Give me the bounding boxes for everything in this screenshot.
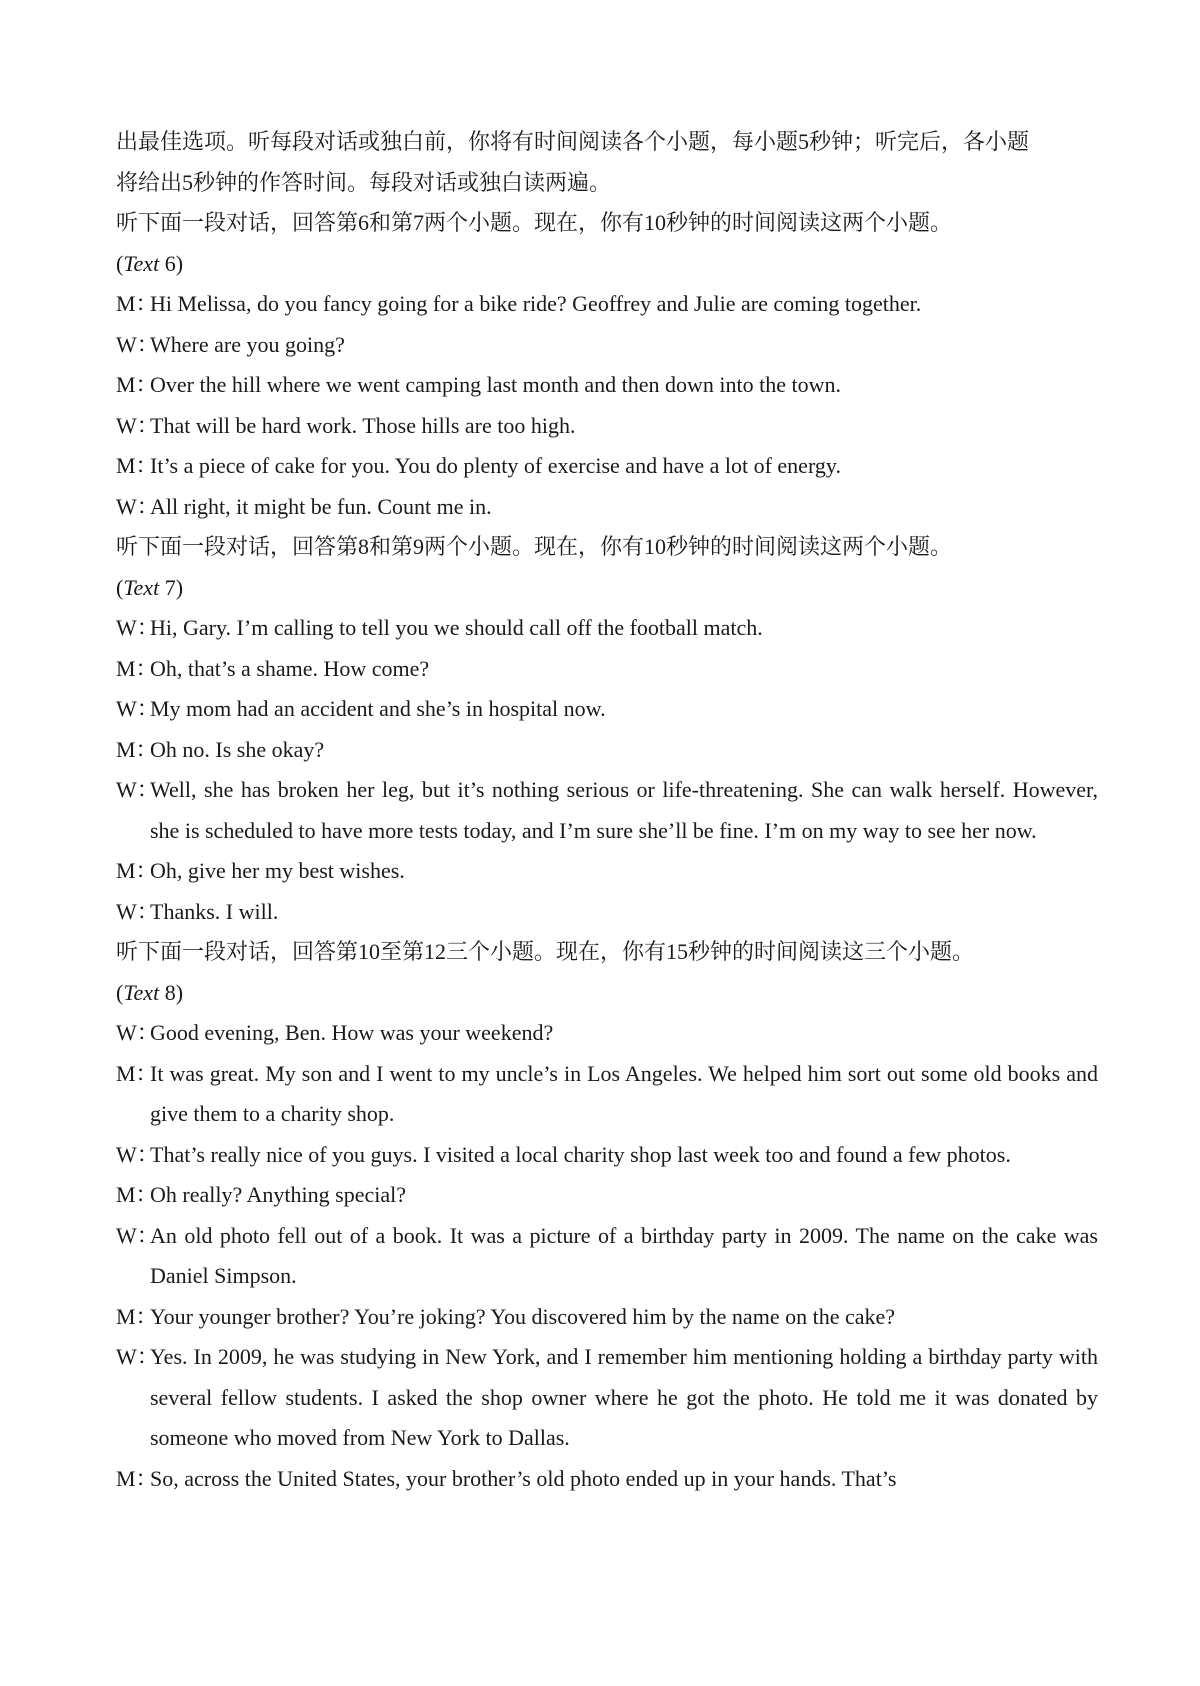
section-instruction-text-6: 听下面一段对话，回答第6和第7两个小题。现在，你有10秒钟的时间阅读这两个小题。 [116, 210, 953, 235]
dialogue-turn [116, 689, 1098, 730]
speaker-label: W： [116, 331, 159, 357]
turn-text: So, across the United States, your brother’s old photo ended up in your hands. That’s [150, 1465, 897, 1491]
turn-text: Thanks. I will. [150, 898, 279, 924]
turn-text: That will be hard work. Those hills are too high. [150, 412, 576, 438]
speaker-label: W： [116, 412, 159, 438]
speaker-label: W： [116, 1222, 159, 1248]
text-label-6: (Text 6) [116, 250, 184, 276]
turn-text: Well, she has broken her leg, but it’s nothing serious or life-threatening. She can walk herself. However, she is scheduled to have more tests today, and I’m sure she’ll be fine. I’m on my way to see her now. [150, 777, 1098, 843]
speaker-label: M： [116, 453, 158, 478]
turn-text: Hi Melissa, do you fancy going for a bike ride? Geoffrey and Julie are coming together. [150, 291, 922, 316]
dialogue-turn [116, 1297, 1098, 1338]
turn-text: It was great. My son and I went to my uncle’s in Los Angeles. We helped him sort out some old books and give them to a charity shop. [150, 1060, 1098, 1126]
speaker-label: M： [116, 655, 158, 681]
dialogue-turn [116, 446, 1098, 487]
turn-text: Over the hill where we went camping last month and then down into the town. [150, 372, 842, 397]
speaker-label: W： [116, 1141, 159, 1167]
speaker-label: M： [116, 1303, 158, 1329]
dialogue-turn [116, 406, 1098, 447]
turn-text: Oh no. Is she okay? [150, 736, 325, 762]
dialogue-turn [116, 1135, 1098, 1176]
speaker-label: M： [116, 736, 158, 762]
section-instruction-text-8: 听下面一段对话，回答第10至第12三个小题。现在，你有15秒钟的时间阅读这三个小题。 [116, 939, 975, 964]
turn-text: That’s really nice of you guys. I visited a local charity shop last week too and found a few photos. [150, 1141, 1011, 1167]
speaker-label: M： [116, 1182, 158, 1207]
dialogue-turn [116, 487, 1098, 528]
text-label-7: (Text 7) [116, 574, 184, 600]
speaker-label: W： [116, 1020, 159, 1045]
turn-text: It’s a piece of cake for you. You do plenty of exercise and have a lot of energy. [150, 453, 841, 478]
intro-line-1: 出最佳选项。听每段对话或独白前，你将有时间阅读各个小题，每小题5秒钟；听完后，各小题 [116, 129, 1030, 154]
speaker-label: W： [116, 615, 159, 640]
dialogue-turn [116, 1013, 1098, 1054]
dialogue-turn [116, 1054, 1098, 1135]
speaker-label: W： [116, 777, 159, 802]
intro-line-2: 将给出5秒钟的作答时间。每段对话或独白读两遍。 [116, 169, 612, 195]
turn-text: Oh, give her my best wishes. [150, 858, 405, 883]
speaker-label: M： [116, 858, 158, 883]
turn-text: Good evening, Ben. How was your weekend? [150, 1020, 554, 1045]
text-label-8: (Text 8) [116, 979, 184, 1005]
dialogue-turn [116, 1175, 1098, 1216]
dialogue-turn [116, 284, 1098, 325]
turn-text: Where are you going? [150, 331, 345, 357]
dialogue-turn [116, 730, 1098, 771]
speaker-label: M： [116, 372, 158, 397]
dialogue-turn [116, 851, 1098, 892]
turn-text: My mom had an accident and she’s in hospital now. [150, 696, 606, 721]
speaker-label: W： [116, 1344, 159, 1369]
section-instruction-text-7: 听下面一段对话，回答第8和第9两个小题。现在，你有10秒钟的时间阅读这两个小题。 [116, 534, 953, 559]
turn-text: Oh really? Anything special? [150, 1182, 406, 1207]
turn-text: All right, it might be fun. Count me in. [150, 493, 492, 519]
speaker-label: W： [116, 696, 159, 721]
dialogue-turn [116, 1459, 1098, 1500]
dialogue-turn [116, 892, 1098, 933]
speaker-label: M： [116, 1060, 158, 1086]
dialogue-turn [116, 325, 1098, 366]
speaker-label: M： [116, 1465, 158, 1491]
dialogue-turn [116, 770, 1098, 851]
turn-text: Your younger brother? You’re joking? You discovered him by the name on the cake? [150, 1303, 896, 1329]
turn-text: An old photo fell out of a book. It was a picture of a birthday party in 2009. The name on the cake was Daniel Simpson. [150, 1222, 1098, 1288]
dialogue-turn [116, 365, 1098, 406]
speaker-label: M： [116, 291, 158, 316]
speaker-label: W： [116, 898, 159, 924]
turn-text: Hi, Gary. I’m calling to tell you we should call off the football match. [150, 615, 763, 640]
speaker-label: W： [116, 493, 159, 519]
turn-text: Yes. In 2009, he was studying in New York, and I remember him mentioning holding a birthday party with several fellow students. I asked the shop owner where he got the photo. He told me it was donated by someone who moved from New York to Dallas. [150, 1344, 1098, 1450]
dialogue-turn [116, 649, 1098, 690]
dialogue-turn [116, 1216, 1098, 1297]
document-page [116, 122, 1098, 1499]
turn-text: Oh, that’s a shame. How come? [150, 655, 430, 681]
dialogue-turn [116, 1337, 1098, 1459]
dialogue-turn [116, 608, 1098, 649]
